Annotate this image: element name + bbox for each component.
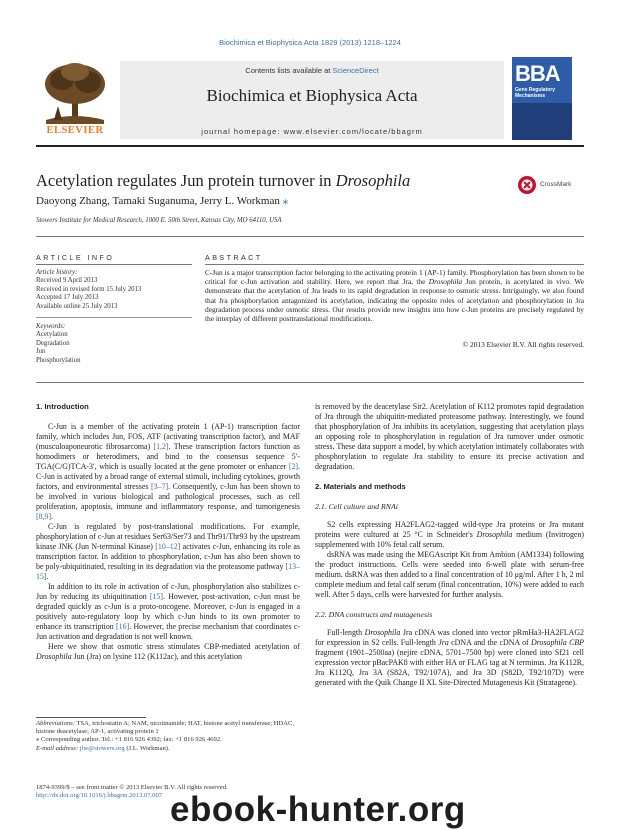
text-run: In addition to its role in activation of c-Jun, phosphorylation also stabilizes c-Jun by reducing its ubiquitination xyxy=(36,582,300,601)
corresponding-author-mark[interactable]: ⁎ xyxy=(282,195,289,207)
affiliation: Stowers Institute for Medical Research, 1000 E. 50th Street, Kansas City, MO 64110, USA xyxy=(36,217,282,224)
divider xyxy=(36,382,584,383)
citation-link[interactable]: [8,9] xyxy=(36,512,52,521)
text-run: . C-Jun is activated by a broad range of external stimuli, including cytokines, growth factors, and environmental stresses xyxy=(36,462,300,491)
text-italic: Jra xyxy=(438,638,449,647)
journal-homepage[interactable]: journal homepage: www.elsevier.com/locate/bbagrm xyxy=(201,127,423,136)
author-list xyxy=(36,194,288,207)
body-column-left xyxy=(36,402,300,662)
history-item: Received 9 April 2013 xyxy=(36,277,98,285)
article-title-main: Acetylation regulates Jun protein turnover in xyxy=(36,171,336,190)
citation-link[interactable]: [13–15] xyxy=(36,562,300,581)
abstract-italic: Drosophila xyxy=(428,277,463,287)
journal-cover-thumbnail[interactable] xyxy=(512,57,572,140)
keyword: Jun xyxy=(36,348,46,356)
elsevier-wordmark: ELSEVIER xyxy=(46,125,104,136)
text-run: . xyxy=(46,572,49,581)
keywords-label: Keywords: xyxy=(36,323,66,330)
text-italic: Drosophila CBP xyxy=(531,638,584,647)
text-run: . However, the precise mechanism that coordinates c-Jun activation and degradation is not well known. xyxy=(36,622,300,641)
section-heading-methods: 2. Materials and methods xyxy=(315,482,406,491)
text-run: Jra cDNA was cloned into vector pRmHa3-HA2FLAG2 for expression in S2 cells. Full-length xyxy=(315,628,585,647)
crossmark-icon[interactable] xyxy=(517,175,537,195)
article-title-italic: Drosophila xyxy=(335,171,411,190)
text-run: fragment (1901–2500aa) (nejire cDNA, 5701–7500 bp) were cloned into Sf21 cell expression vector pBacPAK8 with either HA or FLAG tag at N terminus. Jra K112R, Jra K112Q, Jra 3A (S82A, T92/107A), and Jra 3D (S82D, T92/107D) were generated with the Quik Change II XL Site-Directed Mutagenesis Kit (Stratagene). xyxy=(315,648,584,687)
text-run: C-Jun is regulated by post-translational modifications. For example, phosphorylation of c-Jun at residues Ser63/Ser73 and Thr91/Thr93 by the upstream kinase JNK (Jun N-terminal Kinase) xyxy=(36,522,300,551)
text-run: Jun (Jra) on lysine 112 (K112ac), and this acetylation xyxy=(71,652,243,661)
text-italic: Drosophila xyxy=(36,652,72,661)
text-italic: Drosophila xyxy=(364,628,401,637)
abstract-copyright: © 2013 Elsevier B.V. All rights reserved. xyxy=(462,340,584,349)
issn-line: 1874-9399/$ – see front matter © 2013 Elsevier B.V. All rights reserved. xyxy=(36,784,228,791)
cover-band xyxy=(512,103,572,140)
doi-link[interactable]: http://dx.doi.org/10.1016/j.bbagrm.2013.07.007 xyxy=(36,792,163,800)
journal-title: Biochimica et Biophysica Acta xyxy=(206,86,418,105)
journal-reference[interactable]: Biochimica et Biophysica Acta 1829 (2013) 1218–1224 xyxy=(219,38,401,47)
footnote-mark: ⁎ xyxy=(36,736,40,744)
keyword: Phosphorylation xyxy=(36,356,81,364)
text-run: Here we show that osmotic stress stimulates CBP-mediated acetylation of xyxy=(48,642,300,651)
footnotes xyxy=(36,720,300,753)
authors-text: Daoyong Zhang, Tamaki Suganuma, Jerry L. Workman xyxy=(36,195,283,207)
footnote-text: (J.L. Workman). xyxy=(124,744,170,752)
footnote-rule xyxy=(36,717,146,718)
text-run: cDNA and the cDNA of xyxy=(448,638,532,647)
header-rule xyxy=(36,145,584,147)
divider xyxy=(36,264,192,265)
keywords xyxy=(36,323,192,365)
citation-link[interactable]: [1,2] xyxy=(153,442,169,451)
footnote-label: Abbreviations: xyxy=(36,720,75,727)
history-item: Accepted 17 July 2013 xyxy=(36,294,99,302)
paragraph xyxy=(36,582,300,642)
article-title xyxy=(36,171,410,191)
footnote-text: Corresponding author. Tel.: +1 816 926 4392; fax: +1 816 926 4692. xyxy=(39,736,222,744)
paragraph: dsRNA was made using the MEGAscript Kit from Ambion (AM1334) following the product instructions. Cells were seeded into 6-well plate with serum-free medium. dsRNA was then added to a final concentration of 10 μg/ml. After 1 h, 2 ml complete medium and fetal calf serum (final concentration, 10%) were added to each well. After 5 days, cells were harvested for further analysis. xyxy=(315,550,584,599)
abstract-part: C-Jun is a major transcription factor belonging to the activating protein 1 (AP-1) family. Phosphorylation has been shown to be critical for c-Jun activation and stability. Here, we report that Jra, the xyxy=(205,268,584,287)
citation-link[interactable]: [15] xyxy=(149,592,164,601)
abstract-part: Jun protein, is acetylated in vivo. We demonstrate that the acetylation of Jra leads to its rapid degradation in response to osmotic stress. Intriguingly, we also found that Jra phosphorylation antagonized its acetylation, indicating the opposite roles of acetylation and phosphorylation in Jra degradation process under osmotic stress. Our results provide new insights into how c-Jun proteins are precisely regulated by the interplay of different posttranslational modifications. xyxy=(205,277,584,324)
text-run: S2 cells expressing HA2FLAG2-tagged wild-type Jra proteins or Jra mutant proteins were cultured at 25 °C in Schneider's xyxy=(315,520,584,539)
article-history xyxy=(36,269,192,311)
text-run: C-Jun is a member of the activating protein 1 (AP-1) transcription factor family, which includes Jun, FOS, ATF (activating transcription factor), and MAF (musculoaponeurotic fibrosarcoma) xyxy=(36,422,300,451)
divider xyxy=(205,264,584,265)
citation-link[interactable]: [10–12] xyxy=(155,542,181,551)
history-item: Received in revised form 15 July 2013 xyxy=(36,285,142,293)
paragraph xyxy=(315,628,584,688)
text-run: . However, post-activation, c-Jun must be degraded quickly as c-Jun is a proto-oncogene. Moreover, c-Jun is engaged in a positively auto-regulatory loop by which c-Jun binds to its own promoter to enhance its transcription xyxy=(36,592,300,631)
body-column-right xyxy=(315,402,584,688)
footnote-text: TSA, trichostatin A; NAM, nicotinamide; HAT, histone acetyl transferase; HDAC, histone deacetylase; AP-1, activating protein 1 xyxy=(36,720,295,736)
watermark: ebook-hunter.org xyxy=(170,790,466,829)
text-italic: Drosophila xyxy=(476,530,513,539)
text-run: medium (Invitrogen) supplemented with 10% fetal calf serum. xyxy=(315,530,584,549)
crossmark-label[interactable]: CrossMark xyxy=(540,181,572,188)
keyword: Degradation xyxy=(36,339,70,347)
paragraph xyxy=(315,520,584,550)
text-run: . xyxy=(51,512,54,521)
email-link[interactable]: jlw@stowers.org xyxy=(79,744,125,752)
abstract-text xyxy=(205,268,584,323)
footnote-email xyxy=(36,745,300,753)
subsection-heading: 2.2. DNA constructs and mutagenesis xyxy=(315,610,433,619)
section-heading-introduction: 1. Introduction xyxy=(36,402,89,411)
text-run: Full-length xyxy=(327,628,365,637)
divider xyxy=(36,236,584,237)
contents-prefix: Contents lists available at xyxy=(245,66,331,75)
divider xyxy=(36,317,192,318)
paragraph xyxy=(36,642,300,662)
footnote-label: E-mail address: xyxy=(36,744,79,752)
paragraph: is removed by the deacetylase Sir2. Acetylation of K112 promotes rapid degradation of Jra through the ubiquitin-mediated proteasome pathway. Interestingly, we found that phosphorylation of Jra inhibits its acetylation, suggesting that acetylation plays an opposing role to phosphorylation in regulation of Jra turnover under osmotic stress. These data support a model, by which acetylation intimately collaborates with phosphorylation to regulate Jra stability to ensure its precise activation and degradation. xyxy=(315,402,584,471)
cover-subtitle: Gene Regulatory Mechanisms xyxy=(515,87,556,99)
contents-availability-line xyxy=(120,66,504,75)
citation-link[interactable]: [16] xyxy=(116,622,130,631)
text-run: . These transcription factors function as homodimers or heterodimers, and bind to the consensus sequence 5′-TGA(C/G)TCA-3′, which is usually located at the gene promoter or enhancer xyxy=(36,442,300,471)
subsection-heading: 2.1. Cell culture and RNAi xyxy=(315,502,398,511)
paragraph xyxy=(36,422,300,522)
article-info-heading: ARTICLE INFO xyxy=(36,253,115,262)
keyword: Acetylation xyxy=(36,331,68,339)
footnote-abbreviations xyxy=(36,720,300,736)
history-label: Article history: xyxy=(36,269,78,276)
footnote-corresponding xyxy=(36,736,300,744)
paragraph xyxy=(36,522,300,582)
cover-title: BBA xyxy=(515,61,560,86)
history-item: Available online 25 July 2013 xyxy=(36,302,118,310)
text-run: . Consequently, c-Jun has been shown to be involved in various biological and pathological processes, such as cell proliferation, apoptosis, immune and inflammatory response, and tumorigenesis xyxy=(36,482,300,511)
sciencedirect-link[interactable]: ScienceDirect xyxy=(332,66,379,75)
abstract-heading: ABSTRACT xyxy=(205,253,263,262)
citation-link[interactable]: [2] xyxy=(288,462,299,471)
text-run: activates c-Jun, enhancing its role as transcription factor. In addition to phosphorylation, c-Jun has also been shown to be poly-ubiquitinated, resulting in its degradation via the proteasome pathway xyxy=(36,542,300,571)
citation-link[interactable]: [3–7] xyxy=(151,482,169,491)
